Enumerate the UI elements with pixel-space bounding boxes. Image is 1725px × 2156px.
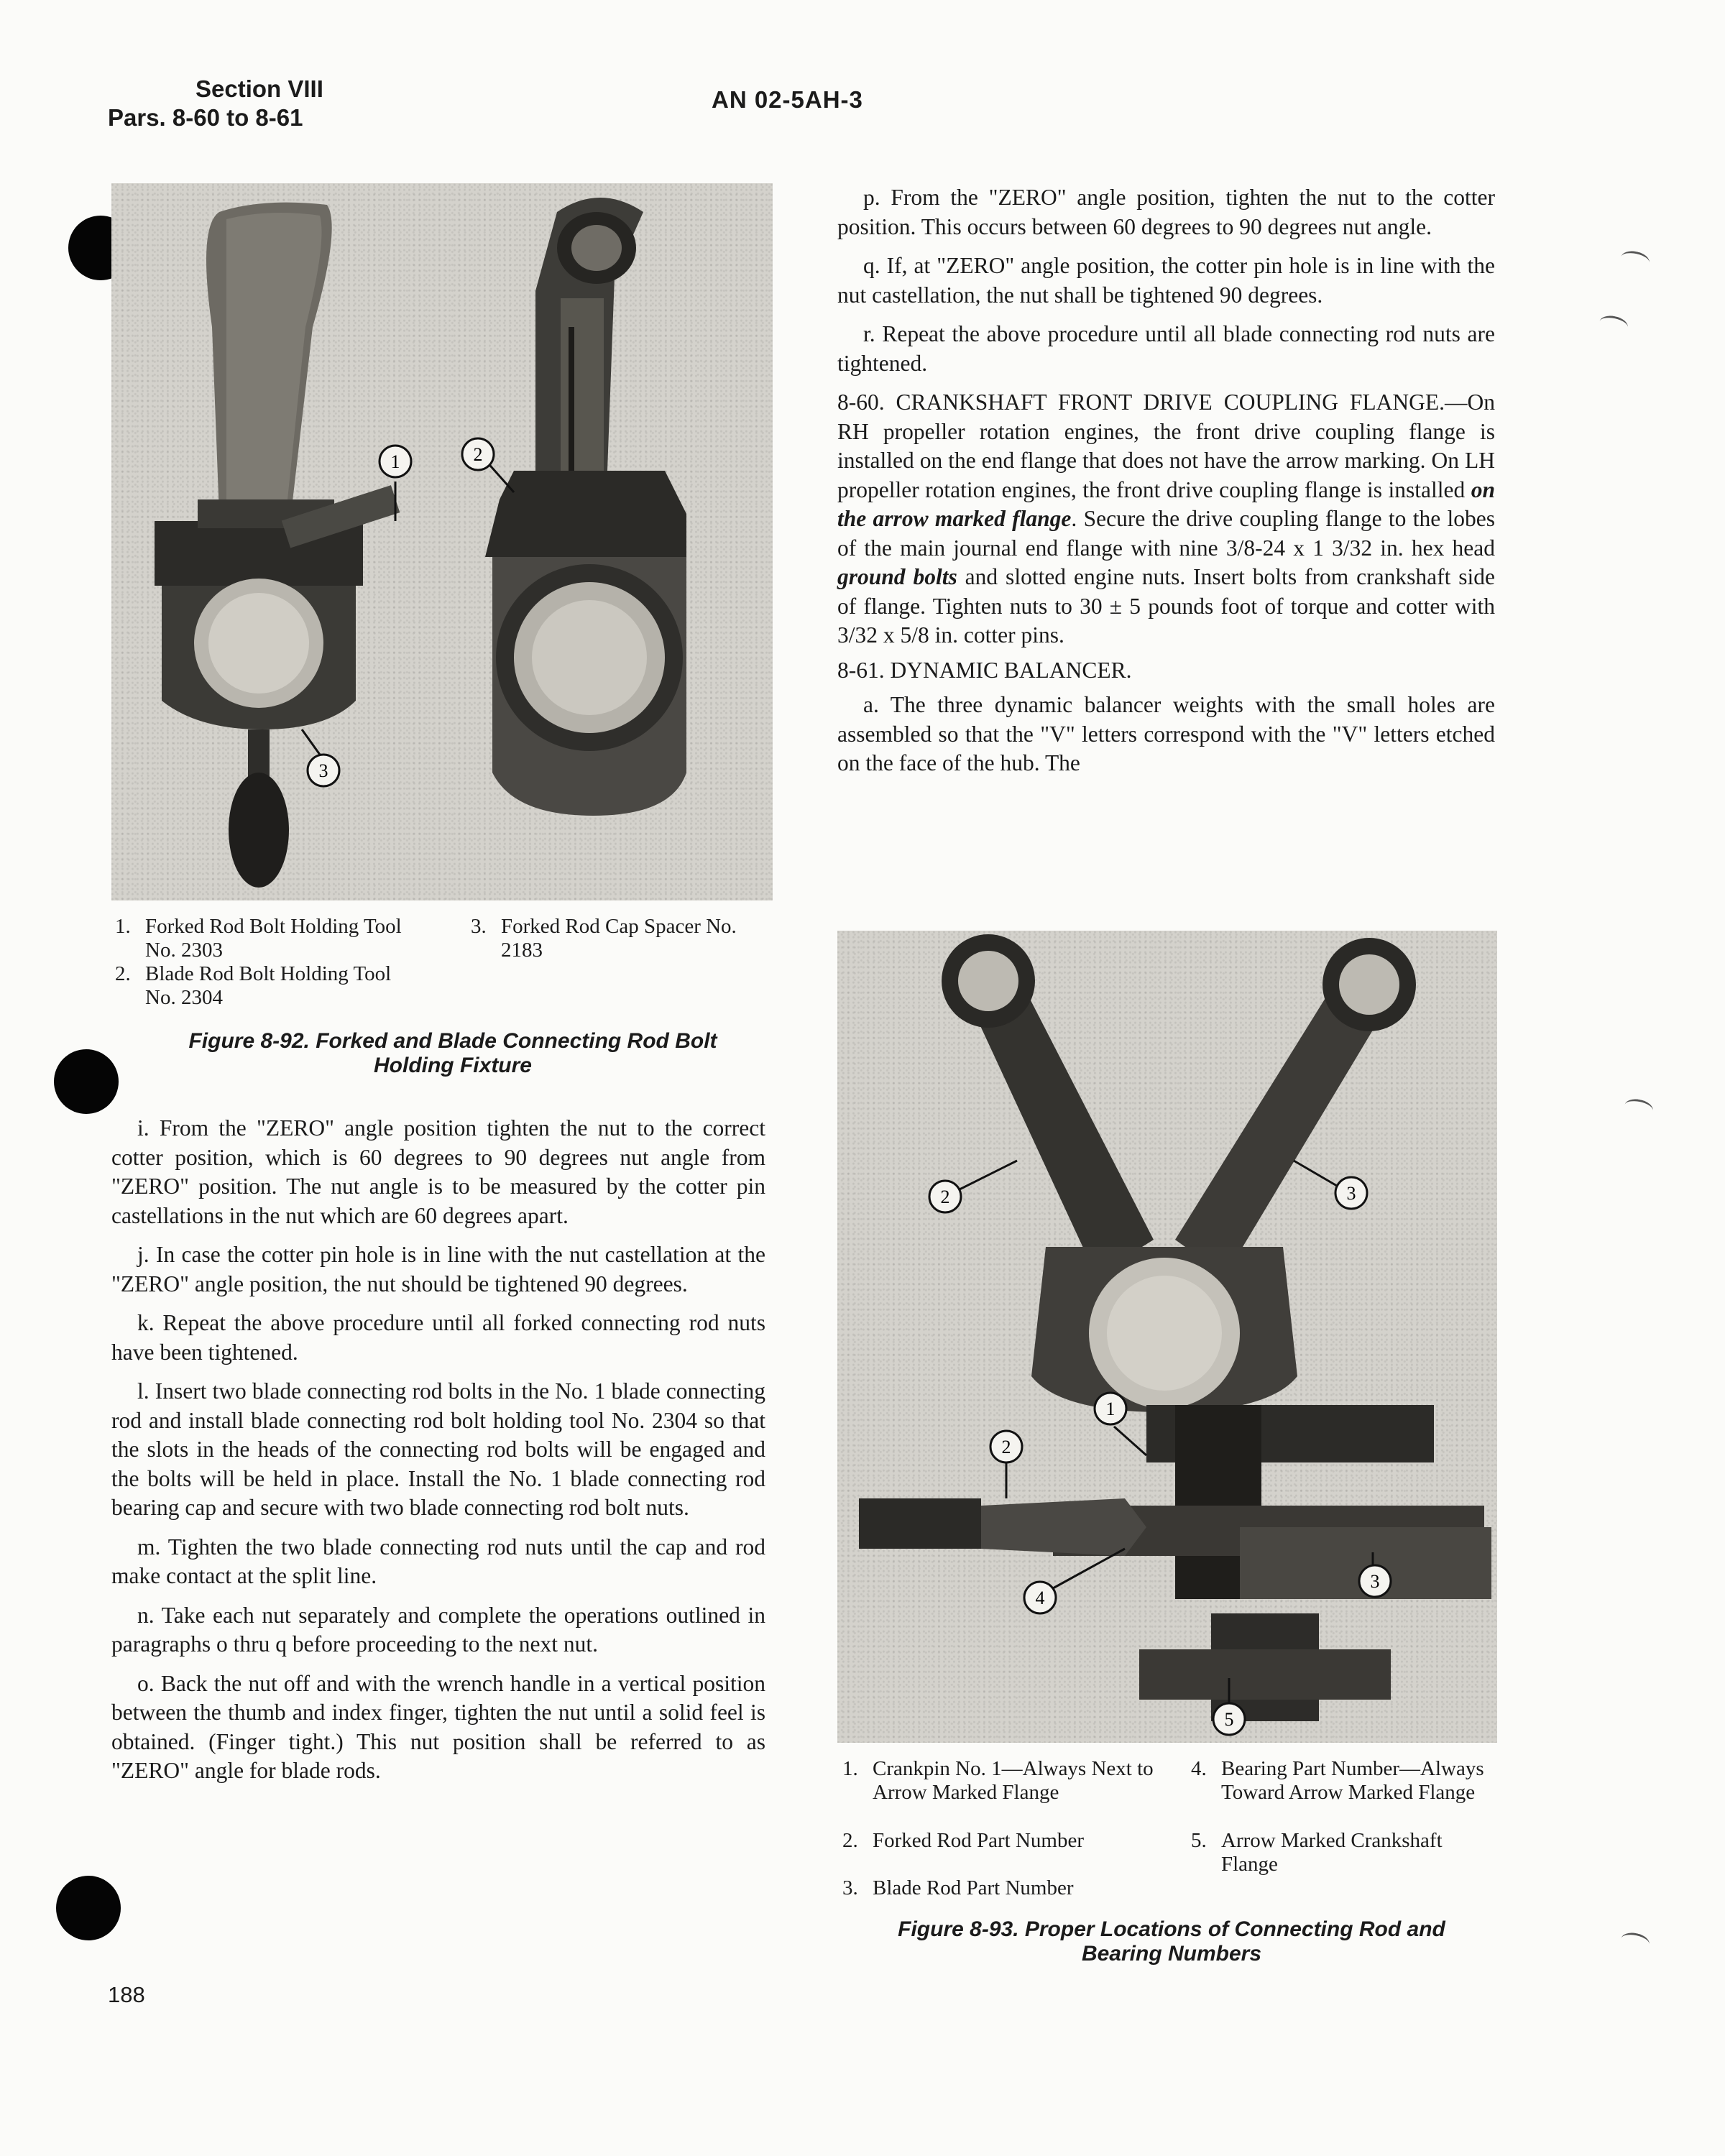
page-header-left xyxy=(108,75,323,132)
section-8-60-heading: 8-60. CRANKSHAFT FRONT DRIVE COUPLING FLANGE. xyxy=(837,390,1445,415)
figure-8-93-caption: Figure 8-93. Proper Locations of Connecting Rod and Bearing Numbers xyxy=(898,1917,1445,1966)
svg-text:4: 4 xyxy=(1035,1588,1045,1608)
section-8-61-heading: 8-61. DYNAMIC BALANCER. xyxy=(837,657,1132,683)
callout-2-label: 2 xyxy=(473,444,483,465)
page-number: 188 xyxy=(108,1982,145,2007)
callout-1-label: 1 xyxy=(390,451,400,472)
figure-8-92-photo xyxy=(111,183,773,900)
binder-hole-middle xyxy=(54,1049,119,1114)
paragraph-i: i. From the "ZERO" angle position tighten the nut to the correct cotter position, which is 60 degrees to 90 degrees nut angle from "ZERO" position. The nut angle is to be measured by the cotter pin castellations in the nut which are 60 degrees apart. xyxy=(111,1115,765,1228)
legend-item: 4. Bearing Part Number—Always Toward Arrow Marked Flange xyxy=(1191,1757,1484,1804)
figure-8-93-photo xyxy=(837,931,1497,1743)
margin-mark xyxy=(1623,1097,1655,1119)
legend-item: 2. Blade Rod Bolt Holding Tool No. 2304 xyxy=(115,962,392,1009)
paragraph-o: o. Back the nut off and with the wrench handle in a vertical position between the thumb and index finger, tighten the nut until a solid feel is obtained. (Finger tight.) This nut position shall be referred to as "ZERO" angle for blade rods. xyxy=(111,1670,765,1783)
margin-mark xyxy=(1619,1930,1651,1953)
document-id: AN 02-5AH-3 xyxy=(712,86,863,113)
legend-item: 2. Forked Rod Part Number xyxy=(842,1829,1084,1852)
paragraph-k: k. Repeat the above procedure until all forked connecting rod nuts have been tightened. xyxy=(111,1310,765,1365)
callout-3-label: 3 xyxy=(318,760,328,781)
binder-hole-bottom xyxy=(56,1876,121,1940)
paragraph-p: p. From the "ZERO" angle position, tighten the nut to the cotter position. This occurs between 60 degrees to 90 degrees nut angle. xyxy=(837,185,1495,239)
paragraph-r: r. Repeat the above procedure until all blade connecting rod nuts are tightened. xyxy=(837,321,1495,376)
svg-text:1: 1 xyxy=(1105,1399,1116,1419)
paragraph-n: n. Take each nut separately and complete the operations outlined in paragraphs o thru q before proceeding to the next nut. xyxy=(111,1602,765,1657)
paragraph-l: l. Insert two blade connecting rod bolts in the No. 1 blade connecting rod and install blade connecting rod bolt holding tool No. 2304 so that the slots in the heads of the connecting rod bolts will be engaged and the bolts will be held in place. Install the No. 1 blade connecting rod bearing cap and secure with two blade connecting rod bolt nuts. xyxy=(111,1378,765,1520)
figure-8-93-callouts xyxy=(837,931,1497,1743)
svg-text:2: 2 xyxy=(940,1187,950,1207)
figure-8-93-legend xyxy=(842,1757,1500,1908)
legend-item: 1. Crankpin No. 1—Always Next to Arrow Marked Flange xyxy=(842,1757,1154,1804)
legend-item: 5. Arrow Marked Crankshaft Flange xyxy=(1191,1829,1443,1876)
paragraph-j: j. In case the cotter pin hole is in line with the nut castellation at the "ZERO" angle position, the nut should be tightened 90 degrees. xyxy=(111,1242,765,1296)
paragraph-q: q. If, at "ZERO" angle position, the cotter pin hole is in line with the nut castellation, the nut shall be tightened 90 degrees. xyxy=(837,253,1495,308)
figure-8-92-caption: Figure 8-92. Forked and Blade Connecting Rod Bolt Holding Fixture xyxy=(188,1029,717,1077)
paragraphs-label: Pars. 8-60 to 8-61 xyxy=(108,104,303,131)
section-8-60-paragraph: 8-60. CRANKSHAFT FRONT DRIVE COUPLING FLANGE.—On RH propeller rotation engines, the front drive coupling flange is installed on the end flange that does not have the arrow marking. On LH propeller rotation engines, the front drive coupling flange is installed on the arrow marked flange. Secure the drive coupling flange to the lobes of the main journal end flange with nine 3/8-24 x 1 3/32 in. hex head ground bolts and slotted engine nuts. Insert bolts from crankshaft side of flange. Tighten nuts to 30 ± 5 pounds foot of torque and cotter with 3/32 x 5/8 in. cotter pins. xyxy=(837,390,1496,648)
svg-text:3: 3 xyxy=(1370,1571,1380,1592)
figure-8-92-legend xyxy=(115,915,776,1015)
svg-text:3: 3 xyxy=(1346,1183,1356,1204)
right-column-text xyxy=(837,183,1495,788)
section-label: Section VIII xyxy=(196,75,323,102)
svg-text:5: 5 xyxy=(1224,1709,1234,1730)
legend-item: 3. Forked Rod Cap Spacer No. 2183 xyxy=(471,915,737,962)
left-column-text xyxy=(111,1114,765,1796)
margin-mark xyxy=(1619,249,1651,271)
paragraph-m: m. Tighten the two blade connecting rod nuts until the cap and rod make contact at the split line. xyxy=(111,1534,765,1588)
paragraph-a: a. The three dynamic balancer weights with the small holes are assembled so that the "V" letters correspond with the "V" letters etched on the face of the hub. The xyxy=(837,692,1495,775)
legend-item: 3. Blade Rod Part Number xyxy=(842,1876,1074,1899)
legend-item: 1. Forked Rod Bolt Holding Tool No. 2303 xyxy=(115,915,402,962)
svg-text:2: 2 xyxy=(1001,1437,1011,1457)
margin-mark xyxy=(1598,313,1629,336)
figure-8-92-callouts xyxy=(111,183,773,900)
